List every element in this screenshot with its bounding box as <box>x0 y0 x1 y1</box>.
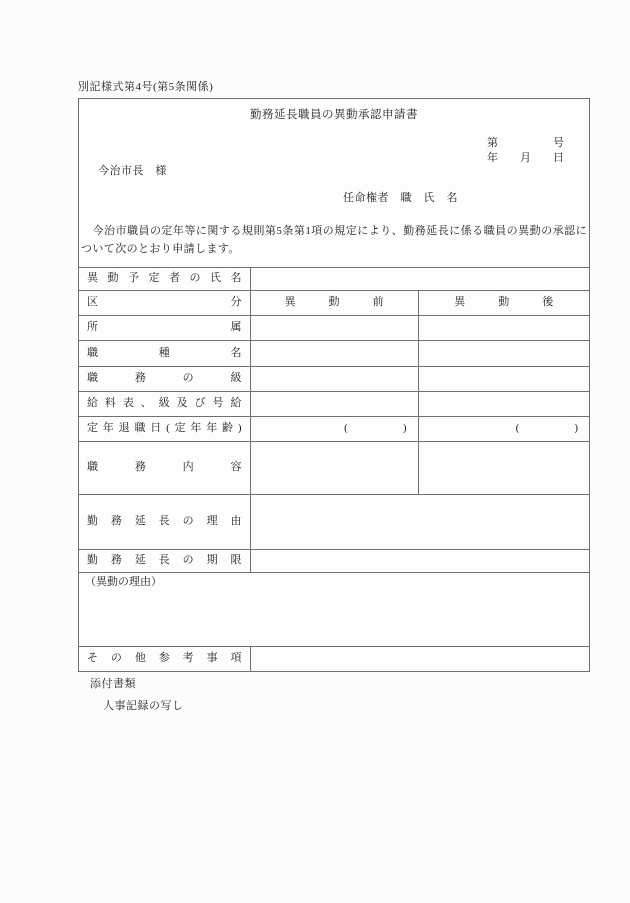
cell-affiliation-after <box>418 315 589 340</box>
cell-job-title-after <box>418 340 589 366</box>
label-extension-reason: 勤務延長の理由 <box>79 494 250 549</box>
cell-transfer-reason: （異動の理由） <box>79 572 589 646</box>
cell-duties-after <box>418 441 589 494</box>
table-row-category <box>79 290 589 315</box>
cell-extension-period <box>250 549 589 572</box>
label-transferee-name: 異動予定者の氏名 <box>79 267 250 290</box>
header-before-transfer: 異 動 前 <box>250 290 418 315</box>
table-row-retirement-date <box>79 416 589 441</box>
label-duties: 職務内容 <box>79 441 250 494</box>
table-row-name <box>79 267 589 290</box>
application-form-box <box>78 98 590 672</box>
document-number-line: 第 号 <box>487 137 564 149</box>
label-retirement-date: 定年退職日(定年年齢) <box>79 416 250 441</box>
attachments-label: 添付書類 <box>90 678 136 690</box>
date-line: 年 月 日 <box>487 152 564 164</box>
form-title: 勤務延長職員の異動承認申請書 <box>250 109 418 121</box>
cell-affiliation-before <box>250 315 418 340</box>
addressee-line: 今治市長 様 <box>98 165 167 177</box>
table-row-transfer-reason <box>79 572 589 646</box>
label-salary-schedule: 給料表、級及び号給 <box>79 391 250 416</box>
application-table <box>79 267 589 672</box>
attachment-item: 人事記録の写し <box>103 700 184 712</box>
label-extension-period: 勤務延長の期限 <box>79 549 250 572</box>
table-row-extension-reason <box>79 494 589 549</box>
header-after-transfer: 異 動 後 <box>418 290 589 315</box>
table-row-affiliation <box>79 315 589 340</box>
cell-job-grade-before <box>250 366 418 391</box>
label-category: 区分 <box>79 290 250 315</box>
label-job-grade: 職務の級 <box>79 366 250 391</box>
body-paragraph: 今治市職員の定年等に関する規則第5条第1項の規定により、勤務延長に係る職員の異動の承認について次のとおり申請します。 <box>81 225 587 255</box>
document-number-block <box>487 136 566 166</box>
cell-duties-before <box>250 441 418 494</box>
table-row-job-grade <box>79 366 589 391</box>
cell-extension-reason <box>250 494 589 549</box>
cell-transferee-name <box>250 267 589 290</box>
table-row-other-notes <box>79 646 589 671</box>
appointer-signature-line: 任命権者 職 氏 名 <box>343 192 458 204</box>
label-job-title: 職種名 <box>79 340 250 366</box>
table-row-salary <box>79 391 589 416</box>
cell-other-notes <box>250 646 589 671</box>
table-row-duties <box>79 441 589 494</box>
cell-job-title-before <box>250 340 418 366</box>
cell-retirement-after: ( ) <box>418 416 589 441</box>
cell-job-grade-after <box>418 366 589 391</box>
cell-salary-before <box>250 391 418 416</box>
table-row-extension-period <box>79 549 589 572</box>
cell-retirement-before: ( ) <box>250 416 418 441</box>
label-other-notes: その他参考事項 <box>79 646 250 671</box>
cell-salary-after <box>418 391 589 416</box>
table-row-job-title <box>79 340 589 366</box>
form-number-label: 別記様式第4号(第5条関係) <box>78 81 214 93</box>
label-affiliation: 所属 <box>79 315 250 340</box>
